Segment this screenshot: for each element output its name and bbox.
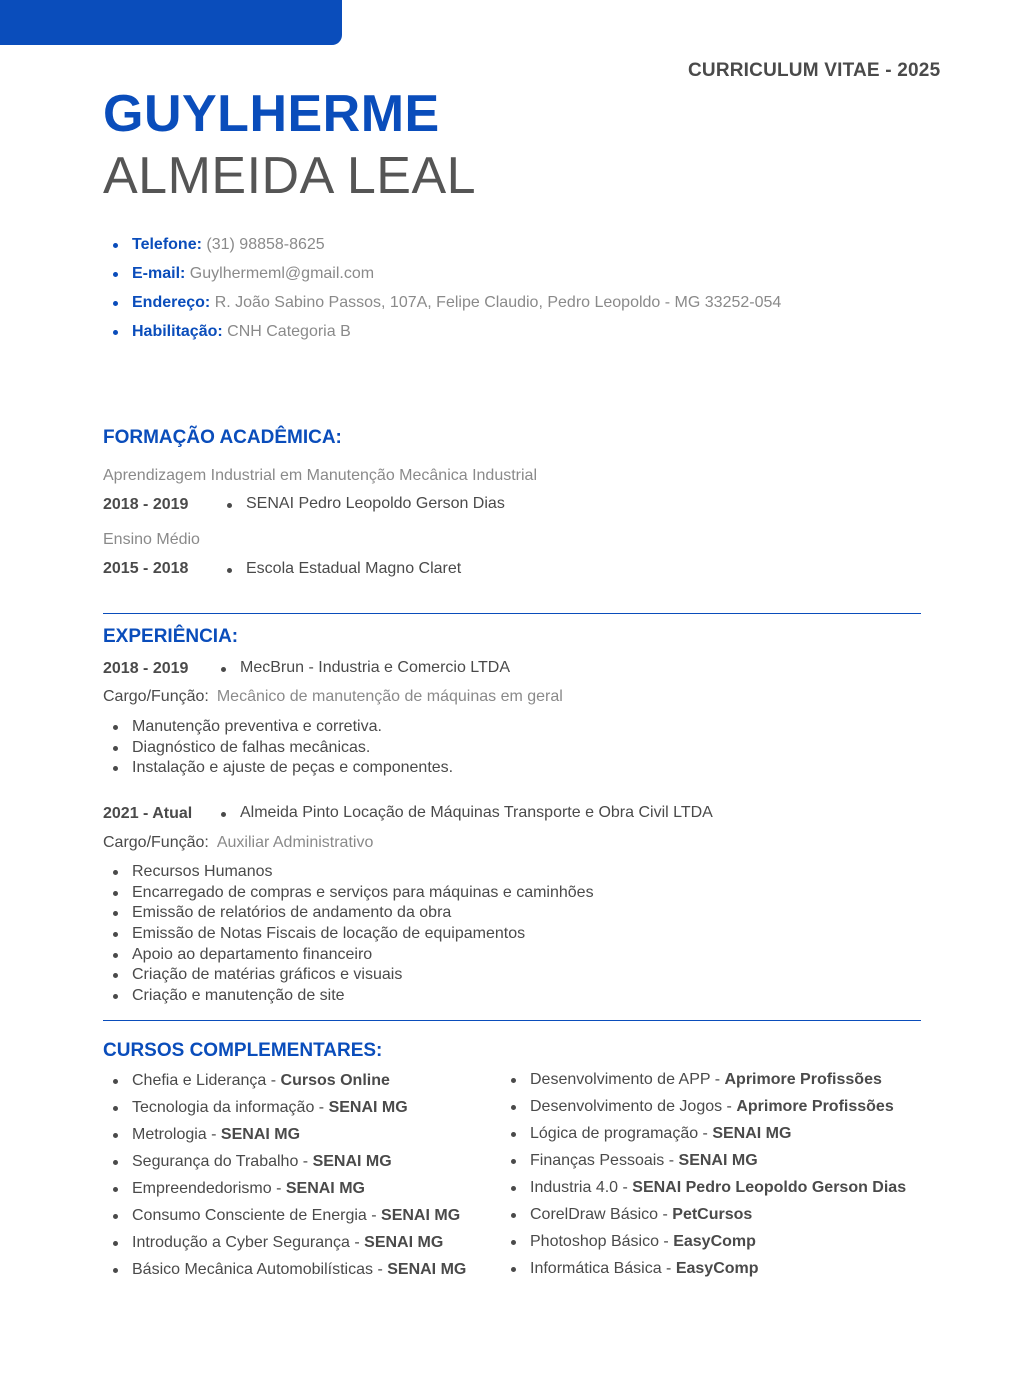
course-provider: EasyComp: [675, 1260, 759, 1277]
course-item: [511, 1177, 906, 1204]
role-value: Auxiliar Administrativo: [216, 834, 374, 851]
course-item: [113, 1232, 466, 1259]
role-value: Mecânico de manutenção de máquinas em geral: [216, 688, 563, 705]
course-item: [511, 1096, 906, 1123]
courses-title: CURSOS COMPLEMENTARES:: [103, 1040, 383, 1061]
course-provider: Cursos Online: [280, 1072, 390, 1089]
task-item: Criação de matérias gráficos e visuais: [113, 965, 594, 986]
experience-years: 2021 - Atual: [103, 805, 193, 822]
course-provider: Aprimore Profissões: [724, 1071, 882, 1088]
course-provider: SENAI MG: [364, 1234, 444, 1251]
task-item: Emissão de relatórios de andamento da obra: [113, 903, 594, 924]
contact-phone: [113, 234, 781, 263]
courses-list-right: [511, 1069, 906, 1285]
course-name: Básico Mecânica Automobilísticas -: [132, 1261, 388, 1278]
task-item: Apoio ao departamento financeiro: [113, 945, 594, 966]
course-provider: SENAI MG: [285, 1180, 365, 1197]
course-provider: EasyComp: [673, 1233, 756, 1250]
course-provider: SENAI Pedro Leopoldo Gerson Dias: [632, 1179, 907, 1196]
contact-license: [113, 321, 781, 350]
course-name: Photoshop Básico -: [530, 1233, 674, 1250]
course-item: [113, 1124, 466, 1151]
role-label: Cargo/Função:: [103, 834, 209, 851]
education-course: Ensino Médio: [103, 531, 200, 548]
experience-title: EXPERIÊNCIA:: [103, 626, 239, 647]
course-name: Desenvolvimento de APP -: [530, 1071, 725, 1088]
contact-label: Endereço:: [132, 294, 211, 311]
course-name: Finanças Pessoais -: [530, 1152, 679, 1169]
contact-label: Habilitação:: [132, 323, 223, 340]
education-years: 2018 - 2019: [103, 496, 189, 513]
cv-label: CURRICULUM VITAE - 2025: [688, 60, 941, 81]
course-name: Industria 4.0 -: [530, 1179, 633, 1196]
task-item: Recursos Humanos: [113, 862, 594, 883]
contact-value: (31) 98858-8625: [206, 236, 325, 253]
course-provider: PetCursos: [672, 1206, 753, 1223]
education-course: Aprendizagem Industrial em Manutenção Mecânica Industrial: [103, 467, 538, 484]
experience-tasks: [113, 862, 594, 1007]
course-item: [113, 1097, 466, 1124]
role-label: Cargo/Função:: [103, 688, 209, 705]
course-item: [113, 1151, 466, 1178]
course-name: CorelDraw Básico -: [530, 1206, 673, 1223]
course-item: [113, 1259, 466, 1286]
courses-list-left: [113, 1070, 466, 1286]
course-provider: Aprimore Profissões: [736, 1098, 894, 1115]
course-name: Chefia e Liderança -: [132, 1072, 281, 1089]
top-accent-bar: [0, 0, 342, 45]
course-item: [113, 1205, 466, 1232]
contact-list: [113, 234, 781, 350]
course-item: [113, 1178, 466, 1205]
course-item: [511, 1231, 906, 1258]
task-item: Manutenção preventiva e corretiva.: [113, 717, 453, 738]
course-item: [511, 1150, 906, 1177]
task-item: Instalação e ajuste de peças e componentes.: [113, 758, 453, 779]
course-name: Informática Básica -: [530, 1260, 676, 1277]
course-name: Introdução a Cyber Segurança -: [132, 1234, 365, 1251]
course-provider: SENAI MG: [312, 1153, 392, 1170]
education-institution: SENAI Pedro Leopoldo Gerson Dias: [227, 495, 505, 513]
task-item: Diagnóstico de falhas mecânicas.: [113, 738, 453, 759]
course-provider: SENAI MG: [381, 1207, 461, 1224]
course-item: [511, 1069, 906, 1096]
course-item: [511, 1258, 906, 1285]
contact-email: [113, 263, 781, 292]
course-provider: SENAI MG: [387, 1261, 467, 1278]
experience-role: [103, 688, 563, 706]
course-item: [511, 1123, 906, 1150]
experience-role: [103, 834, 373, 852]
course-provider: SENAI MG: [678, 1152, 758, 1169]
first-name: GUYLHERME: [103, 85, 440, 143]
experience-years: 2018 - 2019: [103, 660, 189, 677]
last-name: ALMEIDA LEAL: [103, 147, 477, 205]
course-item: [113, 1070, 466, 1097]
experience-company: MecBrun - Industria e Comercio LTDA: [221, 659, 510, 677]
contact-label: E-mail:: [132, 265, 186, 282]
course-name: Empreendedorismo -: [132, 1180, 286, 1197]
course-name: Metrologia -: [132, 1126, 221, 1143]
course-name: Consumo Consciente de Energia -: [132, 1207, 382, 1224]
contact-value: R. João Sabino Passos, 107A, Felipe Claudio, Pedro Leopoldo - MG 33252-054: [214, 294, 782, 311]
contact-value: CNH Categoria B: [227, 323, 351, 340]
task-item: Encarregado de compras e serviços para máquinas e caminhões: [113, 883, 594, 904]
experience-company: Almeida Pinto Locação de Máquinas Transporte e Obra Civil LTDA: [221, 804, 713, 822]
section-divider: [103, 613, 921, 614]
education-title: FORMAÇÃO ACADÊMICA:: [103, 427, 342, 448]
experience-tasks: [113, 717, 453, 779]
contact-address: [113, 292, 781, 321]
task-item: Criação e manutenção de site: [113, 986, 594, 1007]
course-name: Desenvolvimento de Jogos -: [530, 1098, 737, 1115]
course-provider: SENAI MG: [220, 1126, 301, 1143]
course-provider: SENAI MG: [328, 1099, 408, 1116]
education-institution: Escola Estadual Magno Claret: [227, 560, 461, 578]
course-name: Lógica de programação -: [530, 1125, 713, 1142]
course-name: Segurança do Trabalho -: [132, 1153, 313, 1170]
contact-label: Telefone:: [132, 236, 202, 253]
contact-value: Guylhermeml@gmail.com: [189, 265, 375, 282]
section-divider: [103, 1020, 921, 1021]
course-item: [511, 1204, 906, 1231]
task-item: Emissão de Notas Fiscais de locação de equipamentos: [113, 924, 594, 945]
course-name: Tecnologia da informação -: [132, 1099, 329, 1116]
education-years: 2015 - 2018: [103, 560, 189, 577]
course-provider: SENAI MG: [712, 1125, 792, 1142]
